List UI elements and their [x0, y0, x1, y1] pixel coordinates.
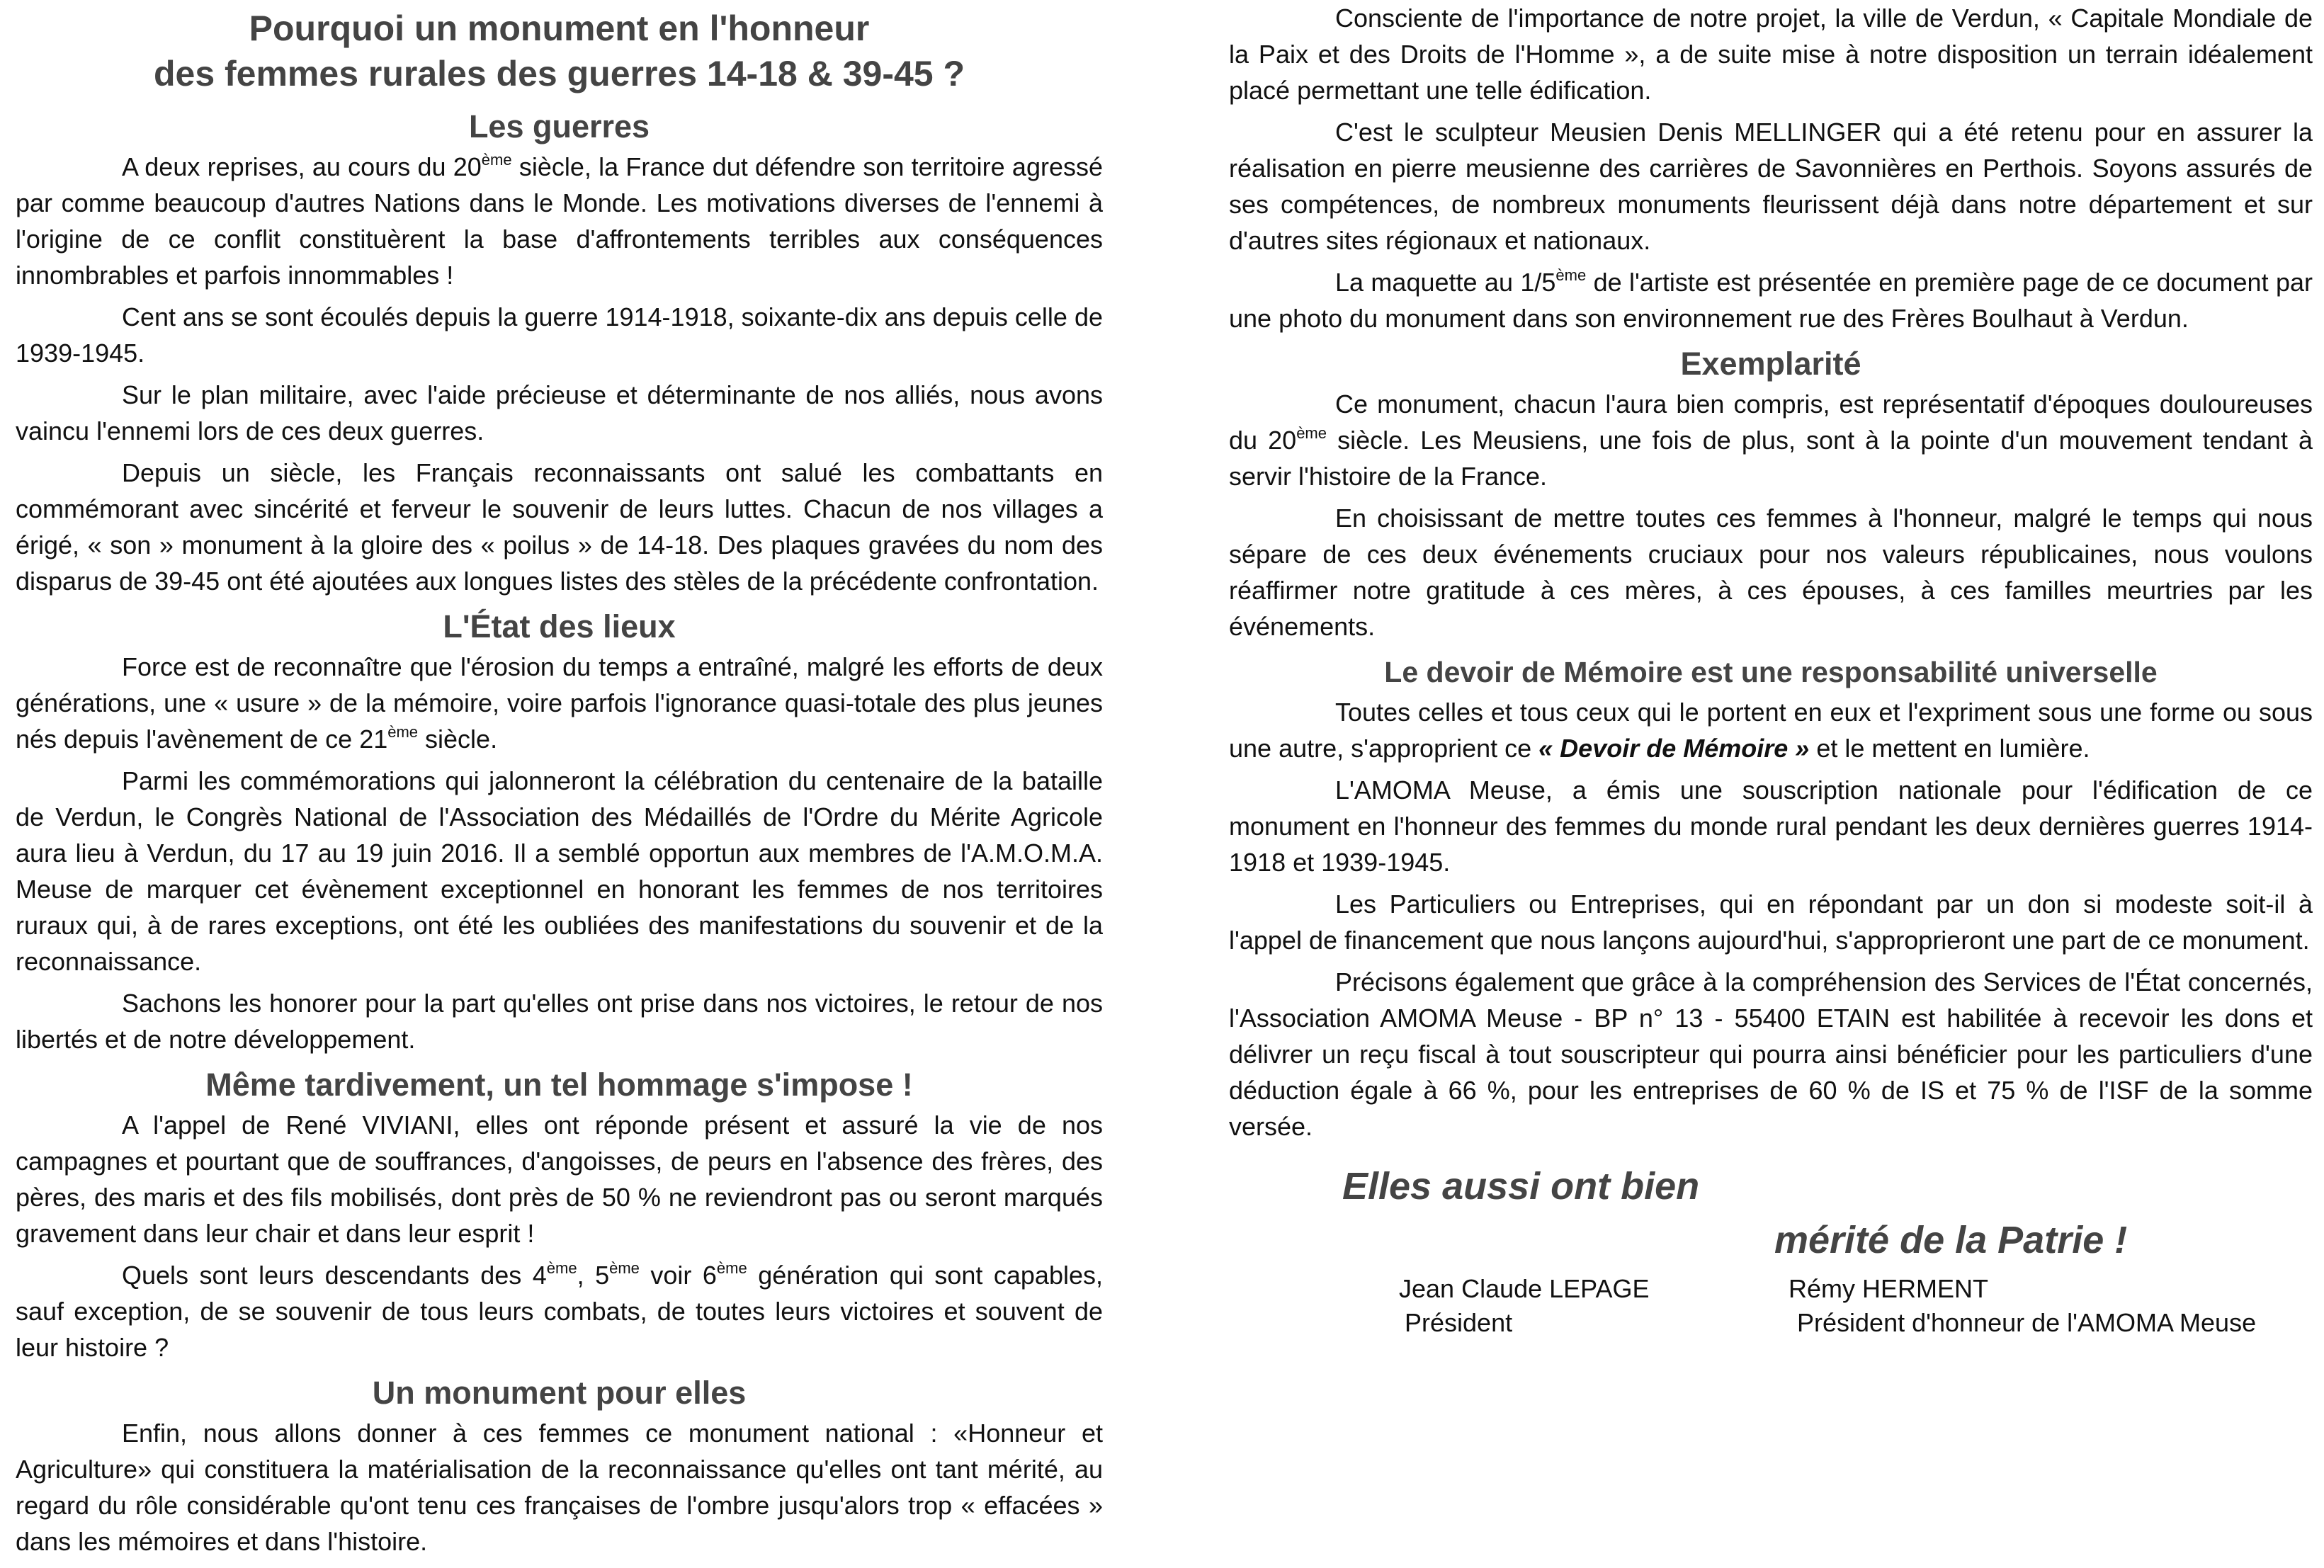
paragraph: Depuis un siècle, les Français reconnaissants ont salué les combattants en commémorant avec sincérité et ferveur le souvenir de leurs luttes. Chacun de nos villages a érigé, « son » monument à la gloire des « poilus » de 14-18. Des plaques gravées du nom des disparus de 39-45 ont été ajoutées aux longues listes des stèles de la précédente confrontation.: [16, 458, 1103, 596]
title-line-1: Pourquoi un monument en l'honneur: [249, 8, 870, 48]
heading-exemplarite: Exemplarité: [1680, 346, 1861, 382]
paragraph: Parmi les commémorations qui jalonneront la célébration du centenaire de la bataille de Verdun, le Congrès National de l'Association des Médaillés de l'Ordre du Mérite Agricole aura lieu à Verdun, du 17 au 19 juin 2016. Il a semblé opportun aux membres de l'A.M.O.M.A. Meuse de marquer cet évènement exceptionnel en honorant les femmes de nos territoires ruraux qui, à de rares exceptions, ont été les oubliées des manifestations du souvenir et de la reconnaissance.: [16, 766, 1103, 976]
paragraph: A deux reprises, au cours du 20ème siècle, la France dut défendre son territoire agressé par comme beaucoup d'autres Nations dans le Monde. Les motivations diverses de l'ennemi à l'origine de ce conflit constituèrent la base d'affrontements terribles aux conséquences innombrables et parfois innommables !: [16, 151, 1103, 290]
paragraph: Les Particuliers ou Entreprises, qui en répondant par un don si modeste soit-il à l'appel de financement que nous lançons aujourd'hui, s'approprieront une part de ce monument.: [1229, 890, 2313, 955]
paragraph: Quels sont leurs descendants des 4ème, 5ème voir 6ème génération qui sont capables, sauf exception, de se souvenir de tous leurs combats, de toutes leurs victoires et souvent de leur histoire ?: [16, 1259, 1103, 1362]
paragraph: L'AMOMA Meuse, a émis une souscription nationale pour l'édification de ce monument en l'honneur des femmes du monde rural pendant les deux dernières guerres 1914-1918 et 1939-1945.: [1229, 776, 2313, 877]
paragraph: Cent ans se sont écoulés depuis la guerre 1914-1918, soixante-dix ans depuis celle de 1939-1945.: [16, 302, 1103, 368]
heading-etat-des-lieux: L'État des lieux: [443, 608, 676, 644]
title-line-2: des femmes rurales des guerres 14-18 & 39-45 ?: [153, 54, 965, 93]
closing-line-1: Elles aussi ont bien: [1342, 1165, 1700, 1208]
signature-role: Président: [1405, 1308, 1513, 1337]
paragraph: Force est de reconnaître que l'érosion du temps a entraîné, malgré les efforts de deux générations, une « usure » de la mémoire, voire parfois l'ignorance quasi-totale des plus jeunes nés depuis l'avènement de ce 21ème siècle.: [16, 652, 1103, 754]
signatures: [1229, 1272, 2313, 1357]
signature-honorary-president: [1789, 1272, 2256, 1340]
paragraph: Sur le plan militaire, avec l'aide précieuse et déterminante de nos alliés, nous avons vaincu l'ennemi lors de ces deux guerres.: [16, 380, 1103, 445]
heading-un-monument-pour-elles: Un monument pour elles: [372, 1375, 747, 1411]
paragraph: Précisons également que grâce à la compréhension des Services de l'État concernés, l'Association AMOMA Meuse - BP n° 13 - 55400 ETAIN est habilitée à recevoir les dons et délivrer un reçu fiscal à tout souscripteur qui pourra ainsi bénéficier pour les particuliers d'une déduction égale à 66 %, pour les entreprises de 60 % de IS et 75 % de l'ISF de la somme versée.: [1229, 967, 2313, 1141]
document-title: [16, 6, 1103, 96]
paragraph: C'est le sculpteur Meusien Denis MELLINGER qui a été retenu pour en assurer la réalisation en pierre meusienne des carrières de Savonnières en Perthois. Soyons assurés de ses compétences, de nombreux monuments fleurissent déjà dans notre département et sur d'autres sites régionaux et nationaux.: [1229, 118, 2313, 255]
paragraph: Sachons les honorer pour la part qu'elles ont prise dans nos victoires, le retour de nos libertés et de notre développement.: [16, 989, 1103, 1054]
paragraph: En choisissant de mettre toutes ces femmes à l'honneur, malgré le temps qui nous sépare de ces deux événements cruciaux pour nos valeurs républicaines, nous voulons réaffirmer notre gratitude à ces mères, à ces épouses, à ces familles meurtries par les événements.: [1229, 504, 2313, 641]
paragraph: Consciente de l'importance de notre projet, la ville de Verdun, « Capitale Mondiale de la Paix et des Droits de l'Homme », a de suite mise à notre disposition un terrain idéalement placé permettant une telle édification.: [1229, 4, 2313, 105]
left-column: [16, 0, 1103, 1565]
signature-role: Président d'honneur de l'AMOMA Meuse: [1797, 1308, 2257, 1337]
paragraph: Toutes celles et tous ceux qui le portent en eux et l'expriment sous une forme ou sous une autre, s'approprient ce « Devoir de Mémoire » et le mettent en lumière.: [1229, 698, 2313, 763]
devoir-de-memoire-emphasis: « Devoir de Mémoire »: [1538, 734, 1810, 763]
heading-devoir-de-memoire: Le devoir de Mémoire est une responsabilité universelle: [1384, 656, 2158, 688]
signature-name: Rémy HERMENT: [1789, 1274, 1989, 1303]
heading-meme-tardivement: Même tardivement, un tel hommage s'impose !: [205, 1067, 913, 1103]
signature-president: [1399, 1272, 1650, 1340]
paragraph: Enfin, nous allons donner à ces femmes ce monument national : «Honneur et Agriculture» qui constituera la matérialisation de la reconnaissance qu'elles ont tant mérité, au regard du rôle considérable qu'ont tenu ces françaises de l'ombre jusqu'alors trop « effacées » dans les mémoires et dans l'histoire.: [16, 1419, 1103, 1556]
paragraph: A l'appel de René VIVIANI, elles ont réponde présent et assuré la vie de nos campagnes et pourtant que de souffrances, d'angoisses, de peurs en l'absence des frères, des pères, des maris et des fils mobilisés, dont près de 50 % ne reviendront pas ou seront marqués gravement dans leur chair et dans leur esprit !: [16, 1110, 1103, 1248]
closing-line-2: mérité de la Patrie !: [1774, 1219, 2128, 1261]
heading-les-guerres: Les guerres: [468, 108, 650, 144]
paragraph: Ce monument, chacun l'aura bien compris, est représentatif d'époques douloureuses du 20ème siècle. Les Meusiens, une fois de plus, sont à la pointe d'un mouvement tendant à servir l'histoire de la France.: [1229, 390, 2313, 491]
right-column: [1229, 0, 2313, 1357]
signature-name: Jean Claude LEPAGE: [1399, 1274, 1650, 1303]
paragraph: La maquette au 1/5ème de l'artiste est présentée en première page de ce document par une photo du monument dans son environnement rue des Frères Boulhaut à Verdun.: [1229, 266, 2313, 333]
